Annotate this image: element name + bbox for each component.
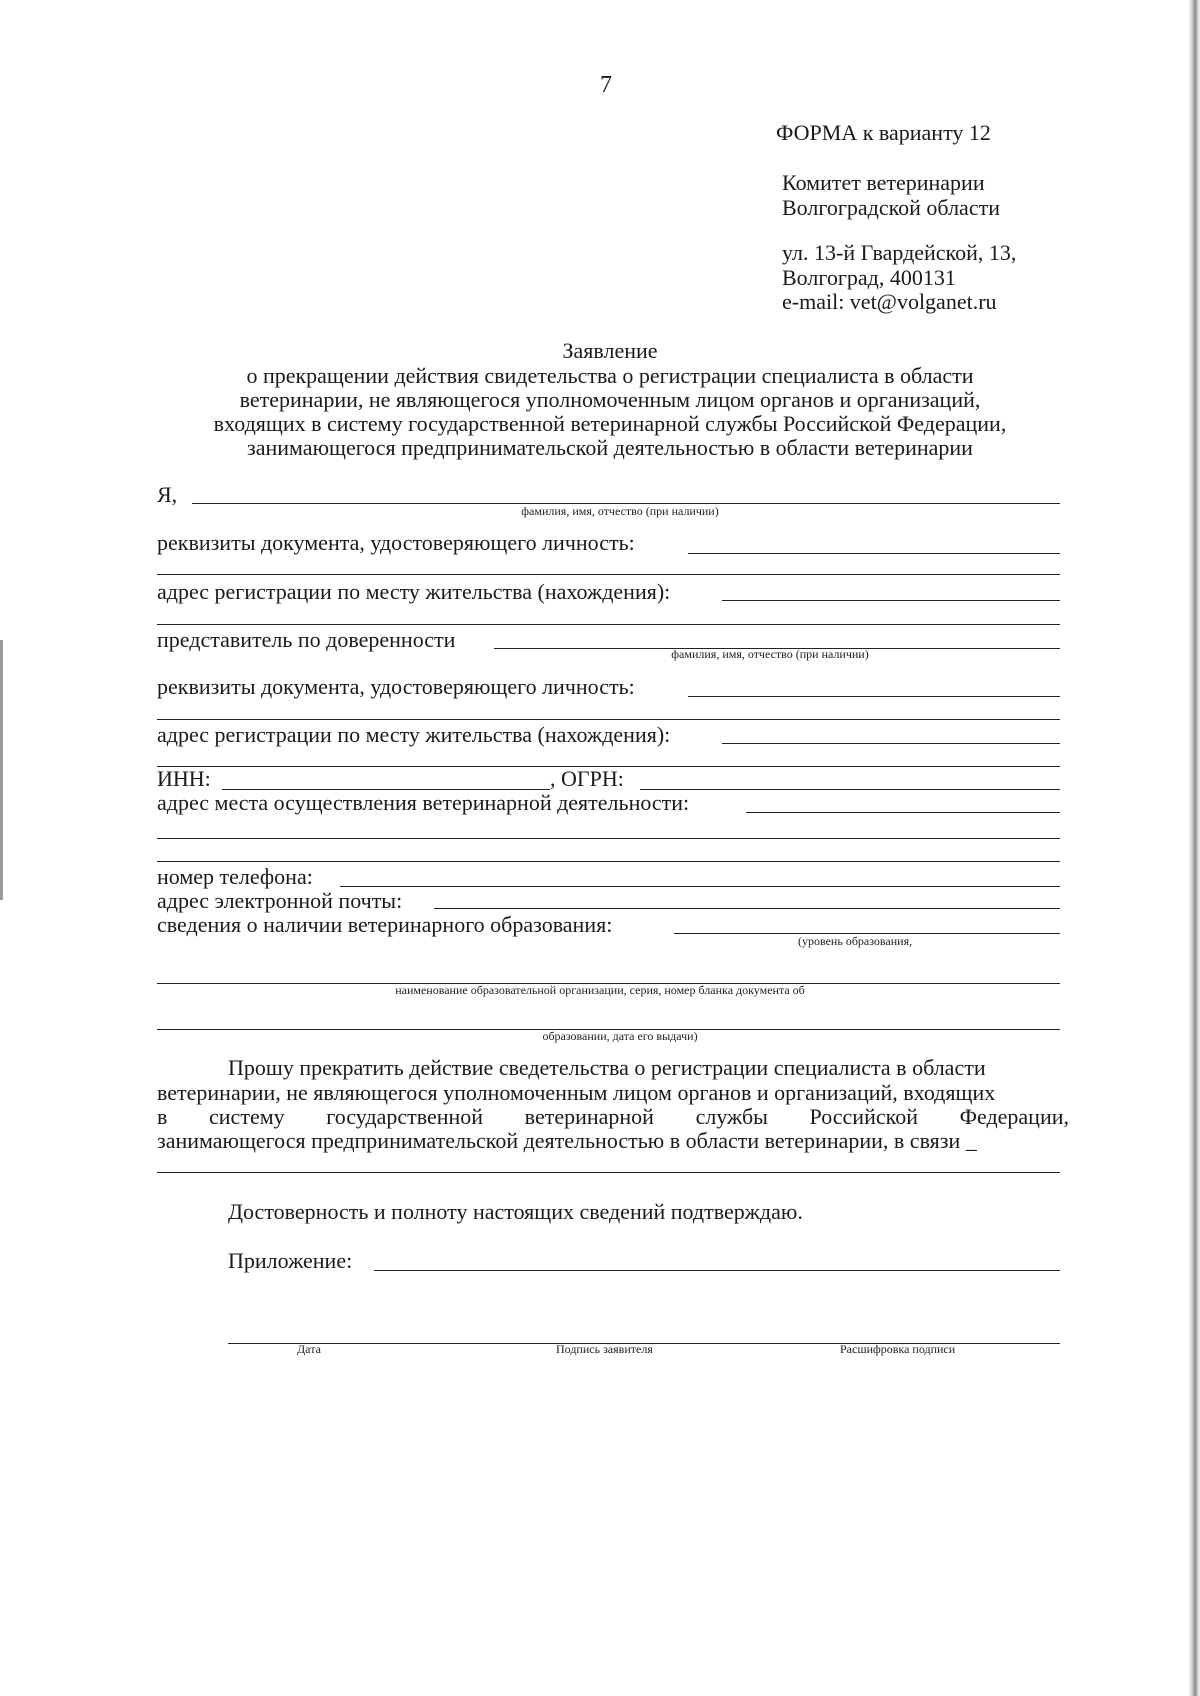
signature-decode-hint: Расшифровка подписи [840, 1342, 956, 1356]
rep-id-doc-field-line-2[interactable] [157, 719, 1060, 720]
fio-hint: фамилия, имя, отчество (при наличии) [521, 504, 719, 518]
id-doc-field-line[interactable] [688, 553, 1060, 554]
edu-hint-date: образовании, дата его выдачи) [542, 1029, 698, 1043]
reg-address-field-line[interactable] [722, 600, 1060, 601]
rep-fio-hint: фамилия, имя, отчество (при наличии) [671, 647, 869, 661]
recipient-line1: Комитет ветеринарии [782, 170, 985, 195]
representative-label: представитель по доверенности [157, 627, 456, 652]
recipient-line2: Волгоградской области [782, 195, 1000, 220]
scan-mark [0, 640, 3, 900]
page-number: 7 [600, 72, 612, 98]
date-hint: Дата [297, 1342, 321, 1356]
request-line4: занимающегося предпринимательской деятельностью в области ветеринарии, в связи _ [157, 1128, 977, 1153]
edu-hint-org: наименование образовательной организации, серия, номер бланка документа об [395, 983, 805, 997]
rep-id-doc-label: реквизиты документа, удостоверяющего личность: [157, 674, 635, 699]
form-label: ФОРМА к варианту 12 [776, 120, 991, 145]
attachment-label: Приложение: [228, 1248, 353, 1273]
title-line4: занимающегося предпринимательской деятельностью в области ветеринарии [247, 435, 973, 460]
vet-address-label: адрес места осуществления ветеринарной деятельности: [157, 790, 690, 815]
rep-id-doc-field-line[interactable] [688, 696, 1060, 697]
title-line3: входящих в систему государственной ветеринарной службы Российской Федерации, [213, 411, 1007, 436]
rep-reg-address-label: адрес регистрации по месту жительства (нахождения): [157, 722, 671, 747]
reg-address-field-line-2[interactable] [157, 624, 1060, 625]
document-title: Заявление [562, 338, 658, 363]
phone-label: номер телефона: [157, 864, 313, 889]
id-doc-field-line-2[interactable] [157, 574, 1060, 575]
reason-field-line[interactable] [157, 1172, 1060, 1173]
request-line3: в систему государственной ветеринарной службы Российской Федерации, [157, 1104, 1069, 1129]
rep-reg-address-field-line[interactable] [722, 743, 1060, 744]
address-line1: ул. 13-й Гвардейской, 13, [782, 240, 1017, 265]
vet-address-field-line-3[interactable] [157, 861, 1060, 862]
confirmation-text: Достоверность и полноту настоящих сведений подтверждаю. [228, 1199, 803, 1224]
inn-label: ИНН: [157, 766, 211, 791]
attachment-field-line[interactable] [374, 1270, 1060, 1271]
title-line1: о прекращении действия свидетельства о регистрации специалиста в области [246, 363, 974, 388]
email-label: адрес электронной почты: [157, 888, 403, 913]
scan-edge [1188, 0, 1200, 1696]
request-line2: ветеринарии, не являющегося уполномоченным лицом органов и организаций, входящих [157, 1080, 996, 1105]
address-line2: Волгоград, 400131 [782, 265, 956, 290]
vet-address-field-line[interactable] [746, 812, 1060, 813]
title-line2: ветеринарии, не являющегося уполномоченным лицом органов и организаций, [239, 387, 981, 412]
recipient-email: e-mail: vet@volganet.ru [782, 289, 997, 314]
signature-hint: Подпись заявителя [556, 1342, 653, 1356]
edu-hint-level: (уровень образования, [798, 934, 913, 948]
email-field-line[interactable] [434, 908, 1060, 909]
request-line1: Прошу прекратить действие сведетельства о регистрации специалиста в области [228, 1055, 986, 1080]
reg-address-label: адрес регистрации по месту жительства (нахождения): [157, 579, 671, 604]
phone-field-line[interactable] [340, 886, 1060, 887]
i-label: Я, [157, 482, 178, 507]
id-doc-label: реквизиты документа, удостоверяющего личность: [157, 530, 635, 555]
ogrn-label: , ОГРН: [550, 766, 624, 791]
education-label: сведения о наличии ветеринарного образования: [157, 912, 613, 937]
vet-address-field-line-2[interactable] [157, 838, 1060, 839]
ogrn-field-line[interactable] [640, 789, 1060, 790]
